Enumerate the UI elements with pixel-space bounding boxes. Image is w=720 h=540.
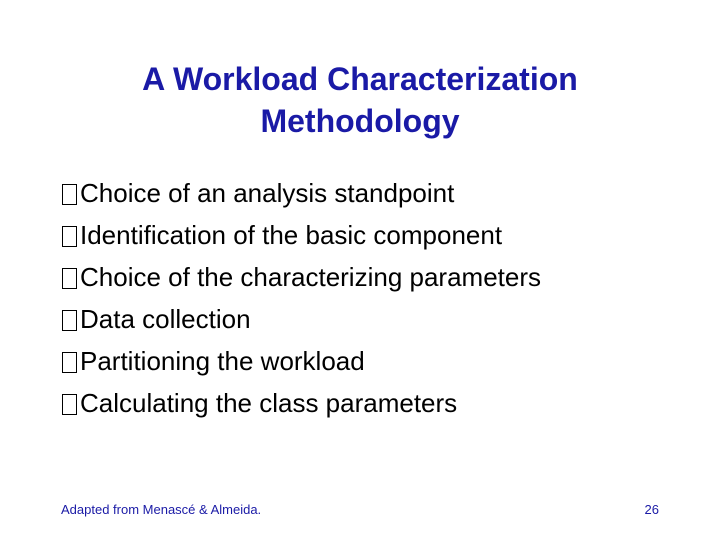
- bullet-item: [62, 172, 702, 214]
- missing-glyph-box-icon: [62, 394, 77, 415]
- bullet-text: Data collection: [80, 303, 251, 334]
- bullet-item: [62, 256, 702, 298]
- bullet-item: [62, 340, 702, 382]
- bullet-text: Choice of the characterizing parameters: [80, 261, 542, 292]
- bullet-item: [62, 214, 702, 256]
- bullet-text: Identification of the basic component: [80, 219, 503, 250]
- missing-glyph-box-icon: [62, 310, 77, 331]
- missing-glyph-box-icon: [62, 352, 77, 373]
- missing-glyph-box-icon: [62, 268, 77, 289]
- bullet-item: [62, 298, 702, 340]
- page-number: 26: [644, 502, 659, 517]
- slide-title: A Workload Characterization Methodology: [142, 61, 578, 139]
- missing-glyph-box-icon: [62, 226, 77, 247]
- missing-glyph-box-icon: [62, 184, 77, 205]
- bullet-list: [62, 172, 702, 424]
- bullet-text: Partitioning the workload: [80, 345, 365, 376]
- bullet-text: Calculating the class parameters: [80, 387, 458, 418]
- bullet-text: Choice of an analysis standpoint: [80, 177, 455, 208]
- footer-credit: Adapted from Menascé & Almeida.: [61, 502, 262, 517]
- bullet-item: [62, 382, 702, 424]
